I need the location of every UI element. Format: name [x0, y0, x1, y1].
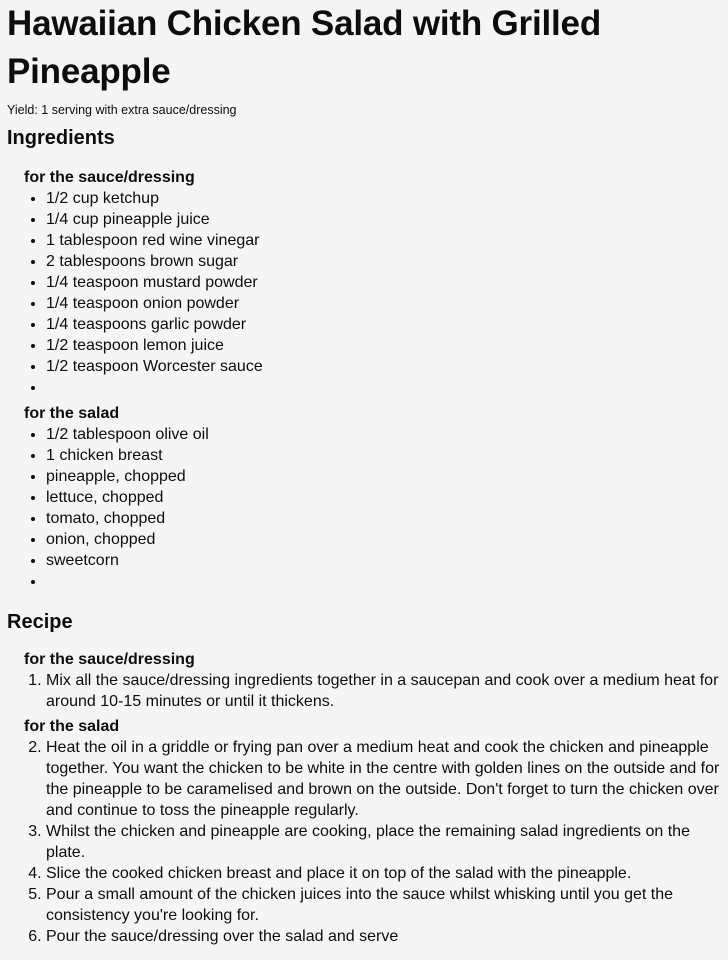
recipe-sauce-heading: for the sauce/dressing: [24, 651, 195, 668]
recipe-heading: Recipe: [7, 611, 73, 633]
salad-ingredient-list: [7, 424, 722, 592]
ingredient-item: • lettuce, chopped: [46, 487, 722, 508]
ingredient-item: • 1/4 teaspoons garlic powder: [46, 314, 722, 335]
ingredient-item: • 1/2 teaspoon Worcester sauce: [46, 356, 722, 377]
recipe-step: 2. Heat the oil in a griddle or frying pan over a medium heat and cook the chicken and pineapple together. You want the chicken to be white in the centre with golden lines on the outside and for the pineapple to be caramelised and brown on the outside. Don't forget to turn the chicken over and continue to toss the pineapple regularly.: [46, 737, 722, 821]
ingredient-item-empty: [46, 377, 722, 398]
recipe-step: 4. Slice the cooked chicken breast and place it on top of the salad with the pineapple.: [46, 863, 722, 884]
ingredient-item: • 1/2 tablespoon olive oil: [46, 424, 722, 445]
salad-step-list: [7, 737, 722, 947]
page-title: Hawaiian Chicken Salad with Grilled Pineapple: [7, 4, 601, 91]
ingredient-item: • 1/4 teaspoon onion powder: [46, 293, 722, 314]
yield-text: Yield: 1 serving with extra sauce/dressing: [7, 103, 237, 117]
ingredient-item: • 1 tablespoon red wine vinegar: [46, 230, 722, 251]
recipe-salad-heading: for the salad: [24, 718, 120, 735]
ingredients-sauce-heading: for the sauce/dressing: [24, 169, 195, 186]
ingredient-item: • 1 chicken breast: [46, 445, 722, 466]
ingredient-item: • 2 tablespoons brown sugar: [46, 251, 722, 272]
sauce-step-list: [7, 670, 722, 712]
recipe-step: 3. Whilst the chicken and pineapple are cooking, place the remaining salad ingredients on the plate.: [46, 821, 722, 863]
sauce-ingredient-list: [7, 188, 722, 398]
ingredient-item: • 1/4 cup pineapple juice: [46, 209, 722, 230]
ingredient-item: • sweetcorn: [46, 550, 722, 571]
recipe-step: 6. Pour the sauce/dressing over the salad and serve: [46, 926, 722, 947]
ingredients-heading: Ingredients: [7, 127, 115, 149]
ingredient-item: • 1/2 cup ketchup: [46, 188, 722, 209]
ingredient-item: • pineapple, chopped: [46, 466, 722, 487]
recipe-step: 5. Pour a small amount of the chicken juices into the sauce whilst whisking until you get the consistency you're looking for.: [46, 884, 722, 926]
ingredient-item-empty: [46, 571, 722, 592]
ingredient-item: • 1/2 teaspoon lemon juice: [46, 335, 722, 356]
ingredient-item: • onion, chopped: [46, 529, 722, 550]
recipe-step: 1. Mix all the sauce/dressing ingredients together in a saucepan and cook over a medium heat for around 10-15 minutes or until it thickens.: [46, 670, 722, 712]
ingredient-item: • tomato, chopped: [46, 508, 722, 529]
ingredients-salad-heading: for the salad: [24, 405, 120, 422]
ingredient-item: • 1/4 teaspoon mustard powder: [46, 272, 722, 293]
